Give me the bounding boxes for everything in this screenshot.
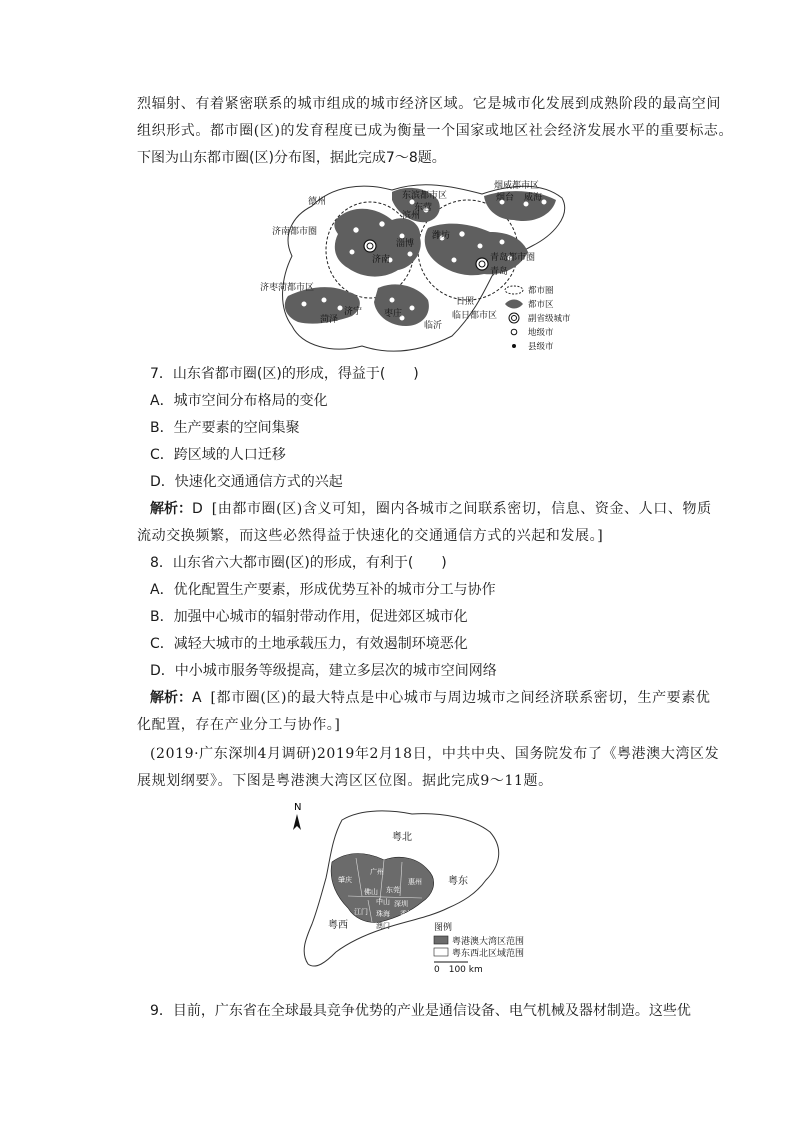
q8-option-a: A．优化配置生产要素，形成优势互补的城市分工与协作 — [150, 582, 496, 598]
map2-scale: 0 100 km — [434, 965, 483, 975]
label-dongbin: 东滨都市区 — [402, 191, 448, 201]
label-linri: 临日都市区 — [452, 311, 498, 321]
label-zhuhai: 珠海 — [376, 910, 390, 918]
intro-line-3: 下图为山东都市圈(区)分布图，据此完成7～8题。 — [137, 150, 446, 166]
q8-option-c: C．减轻大城市的土地承载压力，有效遏制环境恶化 — [150, 636, 468, 652]
label-jinan-circle: 济南都市圈 — [272, 227, 318, 237]
label-jining: 济宁 — [344, 307, 363, 317]
shandong-map — [252, 176, 584, 360]
label-yanwei: 烟威都市区 — [494, 181, 540, 191]
q7-analysis — [150, 499, 712, 519]
q7-answer: D — [192, 501, 203, 517]
intro-line-1: 烈辐射、有着紧密联系的城市组成的城市经济区域。它是城市化发展到成熟阶段的最高空间 — [137, 96, 721, 112]
north-arrow-label: N — [294, 802, 302, 813]
label-qingdao-circle: 青岛都市圈 — [490, 253, 536, 263]
label-rizhao: 日照 — [456, 297, 475, 307]
label-linyi: 临沂 — [424, 321, 443, 331]
guangdong-map — [272, 800, 525, 980]
label-qingdao: 青岛 — [490, 267, 509, 277]
q8-option-b: B．加强中心城市的辐射带动作用，促进郊区城市化 — [150, 609, 468, 625]
q8-stem: 8．山东省六大都市圈(区)的形成，有利于( ) — [150, 555, 447, 571]
intro2-line-1: (2019·广东深圳4月调研)2019年2月18日，中共中央、国务院发布了《粤港澳大湾区发 — [150, 746, 720, 762]
q9-stem: 9．目前，广东省在全球最具竞争优势的产业是通信设备、电气机械及器材制造。这些优 — [150, 1003, 691, 1019]
intro2-line-2: 展规划纲要》。下图是粤港澳大湾区区位图。据此完成9～11题。 — [137, 773, 553, 789]
label-foshan: 佛山 — [364, 888, 378, 896]
label-jiangmen: 江门 — [354, 908, 368, 916]
q8-analysis-text-1: [都市圈(区)的最大特点是中心城市与周边城市之间经济联系密切，生产要素优 — [210, 690, 711, 706]
q7-option-c: C．跨区域的人口迁移 — [150, 447, 286, 463]
label-heze: 菏泽 — [320, 315, 339, 325]
q8-answer: A — [192, 690, 202, 706]
label-binzhou: 滨州 — [402, 211, 421, 221]
label-jiheze: 济枣菏都市区 — [260, 283, 315, 293]
label-dongguan: 东莞 — [386, 886, 400, 894]
label-weifang: 潍坊 — [432, 231, 451, 241]
q7-option-a: A．城市空间分布格局的变化 — [150, 393, 328, 409]
label-yuedong: 粤东 — [448, 876, 468, 887]
q7-option-d: D．快速化交通通信方式的兴起 — [150, 474, 343, 490]
q7-analysis-label: 解析： — [150, 501, 192, 517]
intro-line-2: 组织形式。都市圈(区)的发育程度已成为衡量一个国家或地区社会经济发展水平的重要标志。 — [137, 123, 734, 139]
label-yantai: 烟台 — [496, 193, 515, 203]
q8-option-d: D．中小城市服务等级提高，建立多层次的城市空间网络 — [150, 663, 497, 679]
map2-legend-bay: 粤港澳大湾区范围 — [452, 937, 525, 947]
label-zhongshan: 中山 — [376, 898, 390, 906]
label-huizhou: 惠州 — [408, 878, 422, 886]
q7-analysis-text-2: 流动交换频繁，而这些必然得益于快速化的交通通信方式的兴起和发展。] — [137, 528, 604, 544]
label-aomen: 澳门 — [376, 922, 390, 930]
q8-analysis — [150, 688, 710, 708]
legend-area-label: 都市区 — [528, 300, 554, 310]
legend-prefecture-label: 地级市 — [528, 328, 554, 338]
q7-analysis-text-1: [由都市圈(区)含义可知，圈内各城市之间联系密切，信息、资金、人口、物质 — [211, 501, 712, 517]
label-weihai: 威海 — [524, 193, 543, 203]
label-yuebei: 粤北 — [392, 832, 412, 843]
q8-analysis-text-2: 化配置，存在产业分工与协作。] — [137, 717, 341, 733]
label-zibo: 淄博 — [396, 239, 415, 249]
north-arrow-icon — [293, 814, 301, 830]
label-yuexi: 粤西 — [328, 920, 348, 931]
label-dongying: 东营 — [414, 203, 433, 213]
q7-stem: 7．山东省都市圈(区)的形成，得益于( ) — [150, 366, 419, 382]
legend-circle-label: 都市圈 — [528, 286, 554, 296]
label-jinan: 济南 — [372, 255, 391, 265]
q8-analysis-label: 解析： — [150, 690, 192, 706]
label-zaozhuang: 枣庄 — [384, 309, 403, 319]
q7-option-b: B．生产要素的空间集聚 — [150, 420, 300, 436]
label-dezhou: 德州 — [308, 197, 327, 207]
label-shenzhen: 深圳 — [394, 900, 408, 908]
map2-legend-other: 粤东西北区域范围 — [452, 949, 525, 959]
label-zhaoqing: 肇庆 — [338, 876, 352, 884]
label-guangzhou: 广州 — [370, 868, 384, 876]
legend-subprov-label: 副省级城市 — [528, 314, 571, 324]
legend-county-label: 县级市 — [528, 342, 554, 352]
label-xianggang: 香港 — [400, 910, 414, 918]
map2-legend-title: 图例 — [434, 923, 453, 933]
